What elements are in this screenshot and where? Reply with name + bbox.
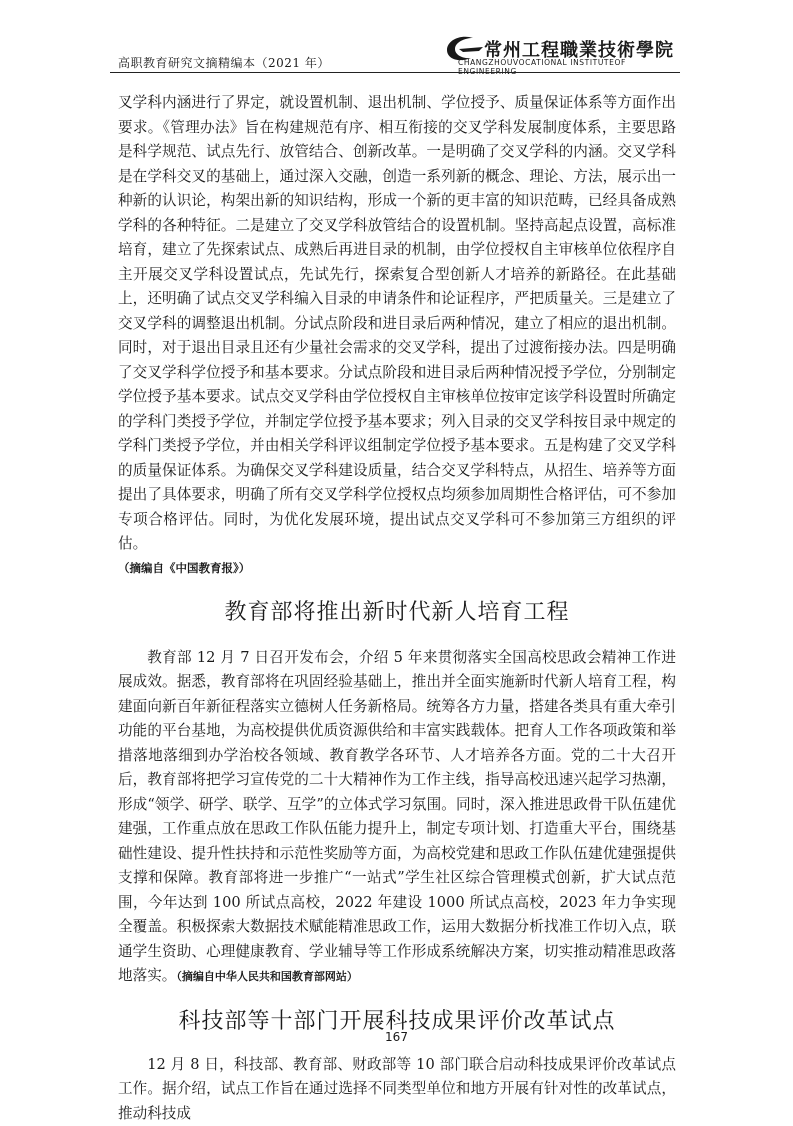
article2-title: 教育部将推出新时代新人培育工程 — [118, 595, 676, 626]
school-name-cn: 常州工程職業技術學院 — [484, 36, 674, 62]
header-divider — [110, 72, 680, 73]
page-number: 167 — [0, 1030, 793, 1044]
article2-text: 教育部 12 月 7 日召开发布会，介绍 5 年来贯彻落实全国高校思政会精神工作进展成效。据悉，教育部将在巩固经验基础上，推出并全面实施新时代新人培育工程，构建面向新百年新征程落实立德树人任务新格局。统筹各方力量，搭建各类具有重大牵引功能的平台基地，为高校提供优质资源供给和丰富实践载体。把育人工作各项政策和举措落地落细到办学治校各领域、教育教学各环节、人才培养各方面。党的二十大召开后，教育部将把学习宣传党的二十大精神作为工作主线，指导高校迅速兴起学习热潮，形成“领学、研学、联学、互学”的立体式学习氛围。同时，深入推进思政骨干队伍建优建强，工作重点放在思政工作队伍能力提升上，制定专项计划、打造重大平台，围绕基础性建设、提升性扶持和示范性奖励等方面，为高校党建和思政工作队伍建优建强提供支撑和保障。教育部将进一步推广“一站式”学生社区综合管理模式创新，扩大试点范围，今年达到 100 所试点高校，2022 年建设 1000 所试点高校，2023 年力争实现全覆盖。积极探索大数据技术赋能精准思政工作，运用大数据分析找准工作切入点，联通学生资助、心理健康教育、学业辅导等工作形成系统解决方案，切实推动精准思政落地落实。 — [118, 649, 676, 985]
article3-title: 科技部等十部门开展科技成果评价改革试点 — [118, 1004, 676, 1035]
article1-paragraph: 叉学科内涵进行了界定，就设置机制、退出机制、学位授予、质量保证体系等方面作出要求。《管理办法》旨在构建规范有序、相互衔接的交叉学科发展制度体系，主要思路是科学规范、试点先行、放管结合、创新改革。一是明确了交叉学科的内涵。交叉学科是在学科交叉的基础上，通过深入交融，创造一系列新的概念、理论、方法，展示出一种新的认识论，构架出新的知识结构，形成一个新的更丰富的知识范畴，已经具备成熟学科的各种特征。二是建立了交叉学科放管结合的设置机制。坚持高起点设置，高标准培育，建立了先探索试点、成熟后再进目录的机制，由学位授权自主审核单位依程序自主开展交叉学科设置试点，先试先行，探索复合型创新人才培养的新路径。在此基础上，还明确了试点交叉学科编入目录的申请条件和论证程序，严把质量关。三是建立了交叉学科的调整退出机制。分试点阶段和进目录后两种情况，建立了相应的退出机制。同时，对于退出目录且还有少量社会需求的交叉学科，提出了过渡衔接办法。四是明确了交叉学科学位授予和基本要求。分试点阶段和进目录后两种情况授予学位，分别制定学位授予基本要求。试点交叉学科由学位授权自主审核单位按审定该学科设置时所确定的学科门类授予学位，并制定学位授予基本要求；列入目录的交叉学科按目录中规定的学科门类授予学位，并由相关学科评议组制定学位授予基本要求。五是构建了交叉学科的质量保证体系。为确保交叉学科建设质量，结合交叉学科特点，从招生、培养等方面提出了具体要求，明确了所有交叉学科学位授权点均须参加周期性合格评估，可不参加专项合格评估。同时，为优化发展环境，提出试点交叉学科可不参加第三方组织的评估。 — [118, 91, 676, 557]
page-content — [118, 91, 676, 1126]
article1-source: （摘编自《中国教育报》） — [118, 557, 676, 579]
page-header — [110, 32, 680, 74]
school-name-en: CHANGZHOUVOCATIONAL INSTITUTEOF — [458, 58, 680, 76]
article2-source: （摘编自中华人民共和国教育部网站） — [176, 970, 358, 983]
article3-paragraph: 12 月 8 日，科技部、教育部、财政部等 10 部门联合启动科技成果评价改革试点工作。据介绍，试点工作旨在通过选择不同类型单位和地方开展有针对性的改革试点，推动科技成 — [118, 1053, 676, 1126]
article2-paragraph — [118, 646, 676, 990]
header-publication-title: 高职教育研究文摘精编本（2021 年） — [118, 54, 330, 71]
